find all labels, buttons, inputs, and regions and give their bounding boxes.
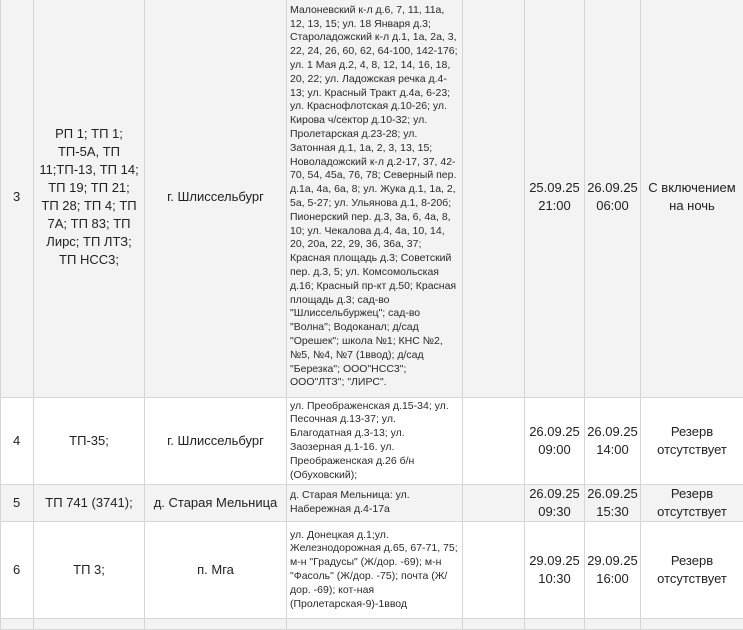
table-row xyxy=(1,522,743,619)
row-number: 4 xyxy=(1,398,34,485)
empty-cell xyxy=(463,619,525,630)
start-time: 09:30 xyxy=(525,503,584,521)
start-datetime-cell xyxy=(525,0,585,398)
end-datetime-cell xyxy=(585,485,641,522)
empty-cell xyxy=(463,398,525,485)
addresses-cell: Малоневский к-л д.6, 7, 11, 11а, 12, 13, 15; ул. 18 Января д.3; Староладожский к-л д.1, 1а, 2а, 3, 22, 24, 26, 60, 62, 64-100, 142-176; ул. 1 Мая д.2, 4, 8, 12, 14, 16, 18, 20, 22; ул. Ладожская речка д.4-13; ул. Красный Тракт д.4а, 6-23; ул. Краснофлотская д.10-26; ул. Кирова ч/сектор д.10-32; ул. Пролетарская д.23-28; ул. Затонная д.1, 1а, 2, 3, 13, 15; Новоладожский к-л д.2-17, 37, 42-70, 54, 45а, 76, 78; Северный пер. д.1а, 4а, 6а, 8; ул. Жука д.1, 1а, 2, 5а, 5-27; ул. Ульянова д.1, 8-20б; Пионерский пер. д.3, 3а, 6, 4а, 8, 10; ул. Чекалова д.4, 4а, 10, 14, 20, 20а, 22, 29, 36, 36а, 37; Красная площадь д.3; Советский пер. д.3, 5; ул. Комсомольская д.16; Красный пр-кт д.50; Красная площадь д.3; сад-во "Шлиссельбуржец"; сад-во "Волна"; Водоканал; д/сад "Орешек"; школа №1; КНС №2, №5, №4, №7 (1ввод); д/сад "Березка"; ООО"НСС3"; ООО"ЛТЗ"; "ЛИРС". xyxy=(287,0,463,398)
start-time: 10:30 xyxy=(525,570,584,588)
end-date: 29.09.25 xyxy=(585,552,640,570)
note-cell: С включением на ночь xyxy=(641,0,743,398)
addresses-cell: ул. Донецкая д.1;ул. Железнодорожная д.65, 67-71, 75; м-н "Градусы" (Ж/дор. -69); м-н "Фасоль" (Ж/дор. -75); почта (Ж/дор. -69); кот-ная (Пролетарская-9)-1ввод xyxy=(287,522,463,619)
end-date: 26.09.25 xyxy=(585,485,640,503)
start-datetime-cell xyxy=(525,398,585,485)
start-date: 29.09.25 xyxy=(525,552,584,570)
note-cell: Резерв отсутствует xyxy=(641,398,743,485)
row-number: 3 xyxy=(1,0,34,398)
table-row-partial xyxy=(1,619,743,630)
end-date: 26.09.25 xyxy=(585,423,640,441)
empty-cell xyxy=(145,619,287,630)
end-date: 26.09.25 xyxy=(585,179,640,197)
locality-cell: д. Старая Мельница xyxy=(145,485,287,522)
locality-cell: г. Шлиссельбург xyxy=(145,0,287,398)
start-date: 26.09.25 xyxy=(525,423,584,441)
end-datetime-cell xyxy=(585,398,641,485)
empty-cell xyxy=(641,619,743,630)
note-cell: Резерв отсутствует xyxy=(641,522,743,619)
note-cell: Резерв отсутствует xyxy=(641,485,743,522)
start-datetime-cell xyxy=(525,522,585,619)
start-datetime-cell xyxy=(525,485,585,522)
substations-cell: ТП-35; xyxy=(34,398,145,485)
start-time: 21:00 xyxy=(525,197,584,215)
end-time: 14:00 xyxy=(585,441,640,459)
empty-cell xyxy=(1,619,34,630)
empty-cell xyxy=(525,619,585,630)
end-time: 06:00 xyxy=(585,197,640,215)
substations-cell: ТП 3; xyxy=(34,522,145,619)
end-time: 15:30 xyxy=(585,503,640,521)
addresses-cell: д. Старая Мельница: ул. Набережная д.4-17а xyxy=(287,485,463,522)
table-row xyxy=(1,0,743,398)
empty-cell xyxy=(585,619,641,630)
table-row xyxy=(1,398,743,485)
start-date: 26.09.25 xyxy=(525,485,584,503)
start-time: 09:00 xyxy=(525,441,584,459)
empty-cell xyxy=(463,485,525,522)
addresses-cell: ул. Преображенская д.15-34; ул. Песочная д.13-37; ул. Благодатная д.3-13; ул. Заозерная д.1-16. ул. Преображенская д.26 б/н (Обуховский); xyxy=(287,398,463,485)
locality-cell: г. Шлиссельбург xyxy=(145,398,287,485)
substations-cell: РП 1; ТП 1; ТП-5А, ТП 11;ТП-13, ТП 14; ТП 19; ТП 21; ТП 28; ТП 4; ТП 7А; ТП 83; ТП Лирс; ТП ЛТЗ; ТП НСС3; xyxy=(34,0,145,398)
locality-cell: п. Мга xyxy=(145,522,287,619)
end-datetime-cell xyxy=(585,0,641,398)
row-number: 6 xyxy=(1,522,34,619)
substations-cell: ТП 741 (3741); xyxy=(34,485,145,522)
end-datetime-cell xyxy=(585,522,641,619)
empty-cell xyxy=(463,522,525,619)
row-number: 5 xyxy=(1,485,34,522)
end-time: 16:00 xyxy=(585,570,640,588)
empty-cell xyxy=(34,619,145,630)
empty-cell xyxy=(287,619,463,630)
empty-cell xyxy=(463,0,525,398)
start-date: 25.09.25 xyxy=(525,179,584,197)
table-row xyxy=(1,485,743,522)
